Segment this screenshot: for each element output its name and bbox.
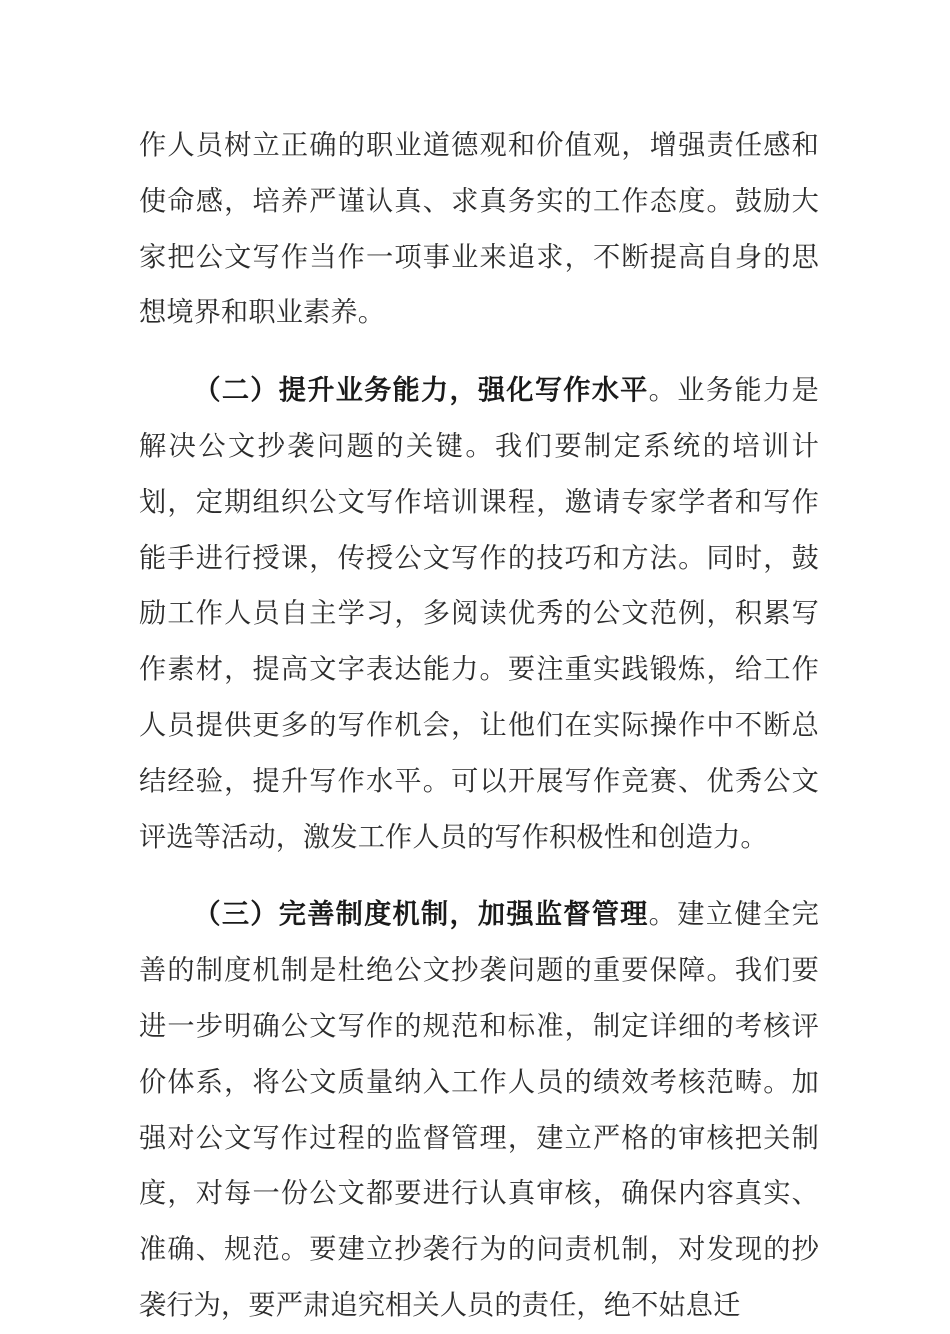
paragraph-body-text: 。建立健全完善的制度机制是杜绝公文抄袭问题的重要保障。我们要进一步明确公文写作的规范和标准，制定详细的考核评价体系，将公文质量纳入工作人员的绩效考核范畴。加强对公文写作过程的监督管理，建立严格的审核把关制度，对每一份公文都要进行认真审核，确保内容真实、准确、规范。要建立抄袭行为的问责机制，对发现的抄袭行为，要严肃追究相关人员的责任，绝不姑息迁 xyxy=(139,899,819,1321)
paragraph-continuation xyxy=(139,118,819,341)
section-heading-3: （三）完善制度机制，加强监督管理 xyxy=(193,899,649,931)
paragraph-section-3 xyxy=(139,887,819,1333)
section-heading-2: （二）提升业务能力，强化写作水平 xyxy=(193,375,649,407)
paragraph-body-text: 。业务能力是解决公文抄袭问题的关键。我们要制定系统的培训计划，定期组织公文写作培训课程，邀请专家学者和写作能手进行授课，传授公文写作的技巧和方法。同时，鼓励工作人员自主学习，多阅读优秀的公文范例，积累写作素材，提高文字表达能力。要注重实践锻炼，给工作人员提供更多的写作机会，让他们在实际操作中不断总结经验，提升写作水平。可以开展写作竞赛、优秀公文评选等活动，激发工作人员的写作积极性和创造力。 xyxy=(139,375,819,853)
paragraph-section-2 xyxy=(139,363,819,865)
paragraph-body-text: 作人员树立正确的职业道德观和价值观，增强责任感和使命感，培养严谨认真、求真务实的工作态度。鼓励大家把公文写作当作一项事业来追求，不断提高自身的思想境界和职业素养。 xyxy=(139,130,819,329)
document-text-body xyxy=(139,118,819,1334)
